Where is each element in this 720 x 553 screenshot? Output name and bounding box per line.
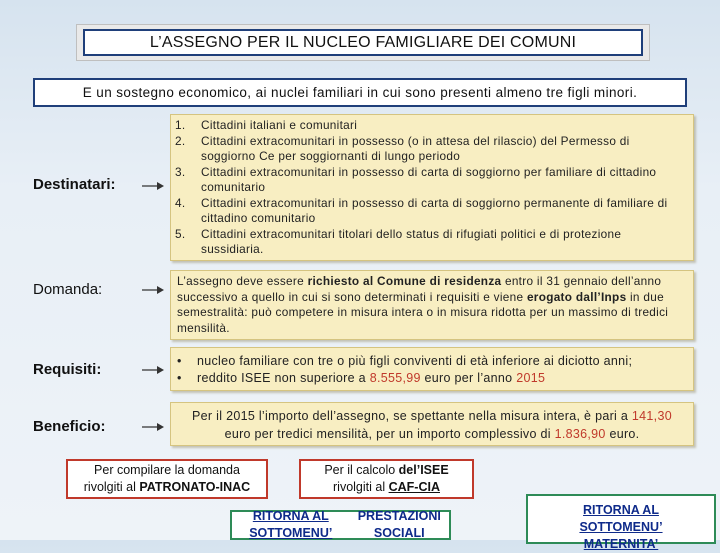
domanda-label: Domanda: xyxy=(33,281,103,298)
list-item: 2. Cittadini extracomunitari in possesso (o in attesa del rilascio) del Permesso di soggiorno Ce per soggiornanti di lungo periodo xyxy=(175,133,630,163)
arrow-right-icon xyxy=(142,285,164,295)
arrow-right-icon xyxy=(142,422,164,432)
list-item: 1. Cittadini italiani e comunitari xyxy=(175,118,358,132)
list-item: 5. Cittadini extracomunitari titolari dello status di rifugiati politici e di protezione sussidiaria. xyxy=(175,226,622,256)
beneficio-label: Beneficio: xyxy=(33,418,106,435)
title-frame xyxy=(76,24,650,61)
destinatari-box xyxy=(170,114,694,261)
back-to-prestazioni-link[interactable]: RITORNA AL SOTTOMENU’ PRESTAZIONI SOCIALI xyxy=(230,510,451,540)
list-item: 3. Cittadini extracomunitari in possesso di carta di soggiorno per familiare di cittadino comunitario xyxy=(175,164,657,194)
beneficio-box: Per il 2015 l’importo dell’assegno, se spettante nella misura intera, è pari a 141,30 euro per tredici mensilità, per un importo complessivo di 1.836,90 euro. xyxy=(170,402,694,446)
patronato-note: Per compilare la domanda rivolgiti al PATRONATO-INAC xyxy=(66,459,268,499)
requisiti-label: Requisiti: xyxy=(33,361,102,378)
arrow-right-icon xyxy=(142,365,164,375)
page-title: L’ASSEGNO PER IL NUCLEO FAMIGLIARE DEI COMUNI xyxy=(83,29,643,56)
list-item: • nucleo familiare con tre o più figli conviventi di età inferiore ai diciotto anni; xyxy=(177,354,633,368)
domanda-box: L’assegno deve essere richiesto al Comune di residenza entro il 31 gennaio dell’anno successivo a quello in cui si sono determinati i requisiti e viene erogato dall’Inps in due semestralità: può competere in misura intera o in misura ridotta per un massimo di tredici mensilità. xyxy=(170,270,694,340)
list-item: 4. Cittadini extracomunitari in possesso di carta di soggiorno permanente di familiare di cittadino comunitario xyxy=(175,195,668,225)
destinatari-list xyxy=(175,118,687,258)
list-item: • reddito ISEE non superiore a 8.555,99 euro per l’anno 2015 xyxy=(177,371,546,385)
intro-text: E un sostegno economico, ai nuclei familiari in cui sono presenti almeno tre figli minori. xyxy=(33,78,687,107)
caf-note: Per il calcolo del’ISEE rivolgiti al CAF-CIA xyxy=(299,459,474,499)
destinatari-label: Destinatari: xyxy=(33,176,116,193)
back-to-maternita-link[interactable]: RITORNA AL SOTTOMENU’ MATERNITA’ xyxy=(526,494,716,544)
arrow-right-icon xyxy=(142,181,164,191)
requisiti-box xyxy=(170,347,694,391)
